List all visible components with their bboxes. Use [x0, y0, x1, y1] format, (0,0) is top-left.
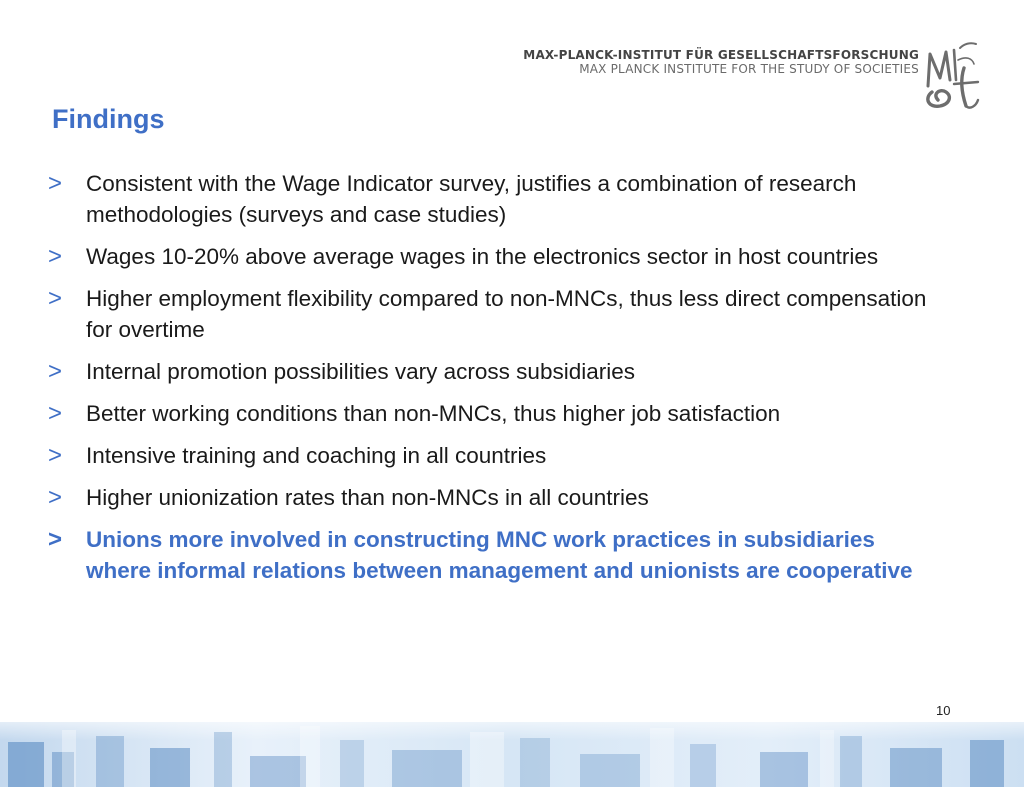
slide-title: Findings	[52, 104, 165, 134]
page-number: 10	[936, 703, 951, 718]
list-item	[48, 440, 928, 471]
bullet-chevron-icon: >	[48, 442, 63, 469]
bullet-chevron-icon: >	[48, 400, 63, 427]
bullet-text: Consistent with the Wage Indicator survey, justifies a combination of research methodologies (surveys and case studies)	[86, 171, 857, 227]
list-item	[48, 283, 928, 345]
list-item	[48, 482, 928, 513]
list-item-highlighted	[48, 524, 928, 586]
footer-decorative-band	[0, 722, 1024, 787]
mpifg-logo-icon	[920, 40, 982, 112]
list-item	[48, 168, 928, 230]
institute-name-english: MAX PLANCK INSTITUTE FOR THE STUDY OF SOCIETIES	[579, 62, 919, 76]
bullet-chevron-icon: >	[48, 170, 63, 197]
list-item	[48, 241, 928, 272]
bullet-text: Higher unionization rates than non-MNCs in all countries	[86, 485, 649, 510]
bullet-text: Internal promotion possibilities vary across subsidiaries	[86, 359, 635, 384]
findings-list	[48, 168, 928, 597]
bullet-text: Wages 10-20% above average wages in the electronics sector in host countries	[86, 244, 879, 269]
bullet-text: Better working conditions than non-MNCs, thus higher job satisfaction	[86, 401, 781, 426]
bullet-text: Intensive training and coaching in all countries	[86, 443, 547, 468]
institute-name	[523, 48, 919, 76]
bullet-chevron-icon: >	[48, 243, 63, 270]
bullet-text: Higher employment flexibility compared to non-MNCs, thus less direct compensation for overtime	[86, 286, 927, 342]
list-item	[48, 356, 928, 387]
bullet-chevron-icon: >	[48, 285, 63, 312]
bullet-chevron-icon: >	[48, 484, 63, 511]
list-item	[48, 398, 928, 429]
bullet-chevron-icon: >	[48, 526, 63, 553]
bullet-chevron-icon: >	[48, 358, 63, 385]
bullet-text: Unions more involved in constructing MNC work practices in subsidiaries where informal relations between management and unionists are cooperative	[86, 527, 913, 583]
institute-name-german: MAX-PLANCK-INSTITUT FÜR GESELLSCHAFTSFORSCHUNG	[523, 48, 919, 62]
